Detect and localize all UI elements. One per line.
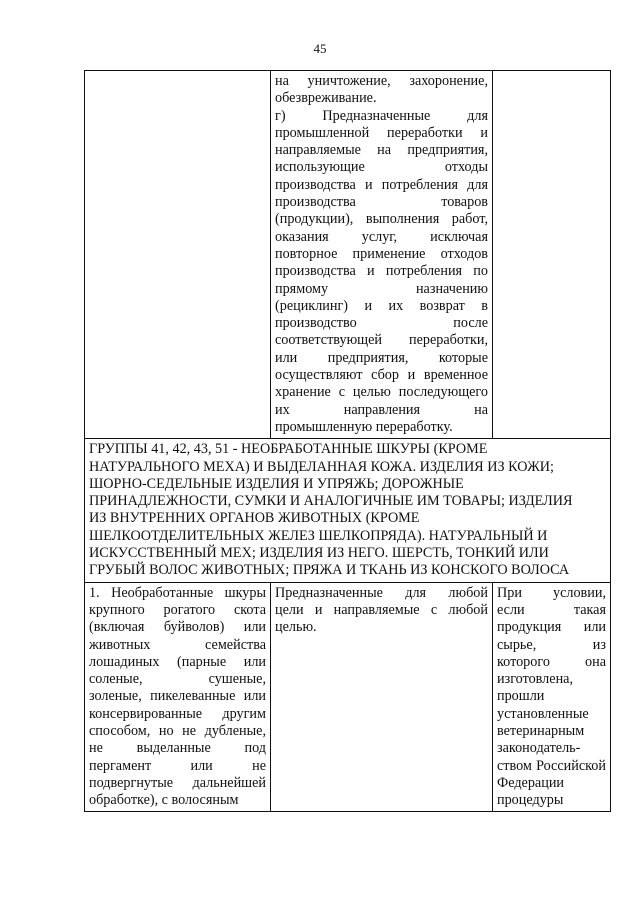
document-table: [84, 70, 611, 812]
text-line: животных семейства: [89, 636, 266, 653]
text-line: лошадиных (парные или: [89, 653, 266, 670]
page-number: 45: [313, 41, 327, 56]
text-line: г) Предназначенные для: [275, 107, 488, 124]
text-line: сырье, из: [497, 636, 606, 653]
text-line: изготовлена,: [497, 671, 574, 688]
text-line: ШОРНО-СЕДЕЛЬНЫЕ ИЗДЕЛИЯ И УПРЯЖЬ; ДОРОЖНЫЕ: [89, 475, 464, 492]
text-line: ГРУБЫЙ ВОЛОС ЖИВОТНЫХ; ПРЯЖА И ТКАНЬ ИЗ КОНСКОГО ВОЛОСА: [89, 562, 570, 579]
text-line: (включая буйволов) или: [89, 619, 266, 636]
text-line: подвергнутые дальнейшей: [89, 774, 266, 791]
text-line: продукция или: [497, 619, 606, 636]
text-line: (рециклинг) и их возврат в: [275, 297, 488, 314]
text-line: если такая: [497, 601, 606, 618]
text-line: консервированные другим: [89, 705, 266, 722]
text-line: 1. Необработанные шкуры: [89, 584, 266, 601]
text-line: производства товаров: [275, 194, 488, 211]
text-line: на уничтожение, захоронение,: [275, 73, 488, 89]
text-line: осуществляют сбор и временное: [275, 367, 488, 384]
text-line: НАТУРАЛЬНОГО МЕХА) И ВЫДЕЛАННАЯ КОЖА. ИЗДЕЛИЯ ИЗ КОЖИ;: [89, 458, 554, 475]
table-row-continuation: [85, 71, 611, 439]
text-line: ИСКУССТВЕННЫЙ МЕХ; ИЗДЕЛИЯ ИЗ НЕГО. ШЕРСТЬ, ТОНКИЙ ИЛИ: [89, 545, 549, 562]
text-line: ством Российской: [497, 757, 606, 774]
text-line: целью.: [275, 619, 317, 636]
text-line: промышленную переработку.: [275, 418, 453, 435]
text-line: крупного рогатого скота: [89, 601, 266, 618]
row-bottom-col3: [493, 582, 611, 812]
text-line: прямому назначению: [275, 280, 488, 297]
text-line: пергамент или не: [89, 757, 266, 774]
text-line: ШЕЛКООТДЕЛИТЕЛЬНЫХ ЖЕЛЕЗ ШЕЛКОПРЯДА). НАТУРАЛЬНЫЙ И: [89, 527, 548, 544]
text-line: ветеринарным: [497, 722, 585, 739]
text-line: не выделанные под: [89, 740, 266, 757]
text-line: ПРИНАДЛЕЖНОСТИ, СУМКИ И АНАЛОГИЧНЫЕ ИМ ТОВАРЫ; ИЗДЕЛИЯ: [89, 493, 573, 510]
text-line: цели и направляемые с любой: [275, 601, 488, 618]
text-line: При условии,: [497, 584, 606, 601]
text-line: процедуры: [497, 792, 564, 809]
text-line: Федерации: [497, 774, 565, 791]
group-header: [85, 439, 611, 582]
row-top-col3: [493, 71, 611, 439]
text-line: (продукции), выполнения работ,: [275, 211, 488, 228]
text-line: соленые, сушеные,: [89, 671, 266, 688]
text-line: золеные, пикелеванные или: [89, 688, 266, 705]
text-line: производства и потребления для: [275, 176, 488, 193]
row-bottom-col2: [271, 582, 493, 812]
text-line: прошли: [497, 688, 545, 705]
text-line: хранение с целью последующего: [275, 384, 488, 401]
table-row-item-1: [85, 582, 611, 812]
text-line: использующие отходы: [275, 159, 488, 176]
text-line: Предназначенные для любой: [275, 584, 488, 601]
row-top-col2: [271, 71, 493, 439]
text-line: которого она: [497, 653, 606, 670]
row-bottom-col1: [85, 582, 271, 812]
text-line: соответствующей переработки,: [275, 332, 488, 349]
row-top-col1: [85, 71, 271, 439]
text-line: обезвреживание.: [275, 90, 377, 107]
text-line: или предприятия, которые: [275, 349, 488, 366]
text-line: повторное применение отходов: [275, 245, 488, 262]
text-line: обработке), с волосяным: [89, 792, 239, 809]
text-line: оказания услуг, исключая: [275, 228, 488, 245]
text-line: промышленной переработки и: [275, 124, 488, 141]
table-row-group-header: [85, 439, 611, 582]
text-line: производства и потребления по: [275, 263, 488, 280]
text-line: способом, но не дубленые,: [89, 722, 266, 739]
text-line: их направления на: [275, 401, 488, 418]
text-line: законодатель-: [497, 740, 581, 757]
text-line: установленные: [497, 705, 589, 722]
text-line: направляемые на предприятия,: [275, 142, 488, 159]
text-line: ГРУППЫ 41, 42, 43, 51 - НЕОБРАБОТАННЫЕ ШКУРЫ (КРОМЕ: [89, 441, 488, 458]
text-line: ИЗ ВНУТРЕННИХ ОРГАНОВ ЖИВОТНЫХ (КРОМЕ: [89, 510, 420, 527]
text-line: производство после: [275, 315, 488, 332]
